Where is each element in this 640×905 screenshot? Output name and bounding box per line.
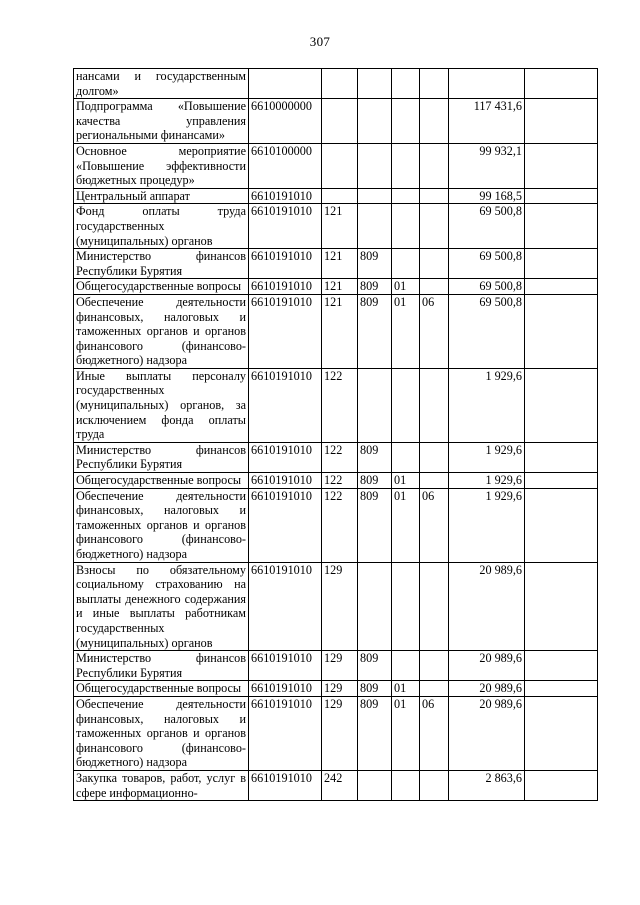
row-sum-cell: 20 989,6 [449,696,525,770]
row-rz-cell: 01 [392,279,420,295]
row-csr-cell [249,69,322,99]
row-vr-cell: 122 [322,473,358,489]
row-grbs-cell: 809 [358,473,392,489]
row-csr-cell: 6610191010 [249,651,322,681]
row-name-cell: Обеспечение деятельности финансовых, налоговых и таможенных органов и органов финансового (финансово-бюджетного) надзора [74,488,249,562]
row-name-cell: Общегосударственные вопросы [74,681,249,697]
table-row [74,294,598,368]
row-name-cell: Закупка товаров, работ, услуг в сфере информационно- [74,770,249,800]
page-number: 307 [309,34,331,49]
row-vr-cell [322,69,358,99]
row-name-cell: Иные выплаты персоналу государственных (муниципальных) органов, за исключением фонда оплаты труда [74,368,249,442]
row-csr-cell: 6610000000 [249,99,322,144]
row-vr-cell: 129 [322,651,358,681]
row-name-cell: Обеспечение деятельности финансовых, налоговых и таможенных органов и органов финансового (финансово-бюджетного) надзора [74,696,249,770]
row-sum-cell: 99 932,1 [449,143,525,188]
table-body [74,69,598,801]
row-extra-cell [525,249,598,279]
row-rz-cell [392,368,420,442]
row-extra-cell [525,279,598,295]
table-row [74,99,598,144]
row-extra-cell [525,562,598,651]
table-row [74,770,598,800]
budget-table [73,68,598,801]
table-row [74,204,598,249]
row-rz-cell [392,69,420,99]
row-rz-cell [392,651,420,681]
row-sum-cell: 117 431,6 [449,99,525,144]
row-vr-cell: 121 [322,249,358,279]
row-pr-cell [420,188,449,204]
row-extra-cell [525,651,598,681]
row-vr-cell [322,188,358,204]
table-row [74,696,598,770]
row-pr-cell [420,99,449,144]
row-sum-cell: 2 863,6 [449,770,525,800]
row-pr-cell [420,279,449,295]
row-rz-cell [392,188,420,204]
row-sum-cell: 1 929,6 [449,488,525,562]
table-row [74,143,598,188]
row-sum-cell: 1 929,6 [449,442,525,472]
row-csr-cell: 6610191010 [249,294,322,368]
row-name-cell: Основное мероприятие «Повышение эффективности бюджетных процедур» [74,143,249,188]
row-vr-cell [322,143,358,188]
row-grbs-cell [358,188,392,204]
row-rz-cell: 01 [392,488,420,562]
row-pr-cell [420,143,449,188]
row-name-cell: Центральный аппарат [74,188,249,204]
row-vr-cell: 121 [322,204,358,249]
row-extra-cell [525,143,598,188]
row-vr-cell: 121 [322,279,358,295]
row-vr-cell: 122 [322,368,358,442]
row-extra-cell [525,473,598,489]
row-pr-cell: 06 [420,696,449,770]
row-sum-cell: 69 500,8 [449,294,525,368]
table-row [74,473,598,489]
row-sum-cell: 20 989,6 [449,651,525,681]
row-vr-cell [322,99,358,144]
row-pr-cell [420,651,449,681]
row-vr-cell: 121 [322,294,358,368]
row-pr-cell [420,69,449,99]
row-name-cell: Министерство финансов Республики Бурятия [74,249,249,279]
row-rz-cell: 01 [392,681,420,697]
row-csr-cell: 6610191010 [249,442,322,472]
row-grbs-cell [358,204,392,249]
table-row [74,488,598,562]
row-sum-cell [449,69,525,99]
row-vr-cell: 242 [322,770,358,800]
row-pr-cell [420,442,449,472]
row-rz-cell [392,442,420,472]
row-extra-cell [525,294,598,368]
row-vr-cell: 129 [322,696,358,770]
row-sum-cell: 20 989,6 [449,681,525,697]
row-rz-cell [392,562,420,651]
row-csr-cell: 6610191010 [249,770,322,800]
row-pr-cell [420,473,449,489]
table-row [74,368,598,442]
row-name-cell: Общегосударственные вопросы [74,279,249,295]
row-pr-cell: 06 [420,488,449,562]
row-csr-cell: 6610191010 [249,473,322,489]
row-sum-cell: 69 500,8 [449,279,525,295]
row-name-cell: Министерство финансов Республики Бурятия [74,651,249,681]
table-row [74,279,598,295]
row-csr-cell: 6610191010 [249,204,322,249]
row-pr-cell [420,368,449,442]
table-row [74,249,598,279]
row-rz-cell [392,99,420,144]
row-pr-cell [420,681,449,697]
row-vr-cell: 122 [322,488,358,562]
row-csr-cell: 6610191010 [249,488,322,562]
table-row [74,562,598,651]
row-extra-cell [525,696,598,770]
row-name-cell: Обеспечение деятельности финансовых, налоговых и таможенных органов и органов финансового (финансово-бюджетного) надзора [74,294,249,368]
row-grbs-cell: 809 [358,488,392,562]
row-csr-cell: 6610100000 [249,143,322,188]
row-rz-cell [392,143,420,188]
row-pr-cell [420,562,449,651]
row-grbs-cell: 809 [358,249,392,279]
row-csr-cell: 6610191010 [249,696,322,770]
row-grbs-cell [358,562,392,651]
row-name-cell: Взносы по обязательному социальному страхованию на выплаты денежного содержания и иные выплаты работникам государственных (муниципальных) органов [74,562,249,651]
table-row [74,681,598,697]
row-rz-cell [392,249,420,279]
row-rz-cell: 01 [392,294,420,368]
row-sum-cell: 69 500,8 [449,249,525,279]
row-extra-cell [525,442,598,472]
table-row [74,188,598,204]
row-grbs-cell [358,69,392,99]
row-grbs-cell: 809 [358,294,392,368]
row-sum-cell: 1 929,6 [449,368,525,442]
row-sum-cell: 69 500,8 [449,204,525,249]
row-name-cell: Подпрограмма «Повышение качества управления региональными финансами» [74,99,249,144]
row-vr-cell: 129 [322,562,358,651]
table-row [74,69,598,99]
row-csr-cell: 6610191010 [249,188,322,204]
row-grbs-cell: 809 [358,681,392,697]
row-name-cell: Министерство финансов Республики Бурятия [74,442,249,472]
row-grbs-cell [358,99,392,144]
row-name-cell: Общегосударственные вопросы [74,473,249,489]
row-csr-cell: 6610191010 [249,681,322,697]
row-rz-cell [392,770,420,800]
row-grbs-cell: 809 [358,442,392,472]
row-extra-cell [525,69,598,99]
row-extra-cell [525,770,598,800]
row-csr-cell: 6610191010 [249,249,322,279]
row-csr-cell: 6610191010 [249,562,322,651]
row-vr-cell: 122 [322,442,358,472]
row-sum-cell: 1 929,6 [449,473,525,489]
row-grbs-cell [358,143,392,188]
row-rz-cell: 01 [392,473,420,489]
row-csr-cell: 6610191010 [249,368,322,442]
row-sum-cell: 20 989,6 [449,562,525,651]
row-sum-cell: 99 168,5 [449,188,525,204]
row-extra-cell [525,204,598,249]
row-name-cell: Фонд оплаты труда государственных (муниципальных) органов [74,204,249,249]
row-grbs-cell: 809 [358,696,392,770]
row-extra-cell [525,368,598,442]
row-pr-cell [420,204,449,249]
row-grbs-cell [358,368,392,442]
row-extra-cell [525,681,598,697]
row-extra-cell [525,488,598,562]
row-vr-cell: 129 [322,681,358,697]
row-rz-cell: 01 [392,696,420,770]
row-rz-cell [392,204,420,249]
row-grbs-cell: 809 [358,279,392,295]
row-csr-cell: 6610191010 [249,279,322,295]
table-row [74,442,598,472]
row-extra-cell [525,188,598,204]
table-row [74,651,598,681]
row-extra-cell [525,99,598,144]
row-pr-cell [420,249,449,279]
row-name-cell: нансами и государственным долгом» [74,69,249,99]
row-grbs-cell: 809 [358,651,392,681]
row-pr-cell: 06 [420,294,449,368]
row-grbs-cell [358,770,392,800]
row-pr-cell [420,770,449,800]
